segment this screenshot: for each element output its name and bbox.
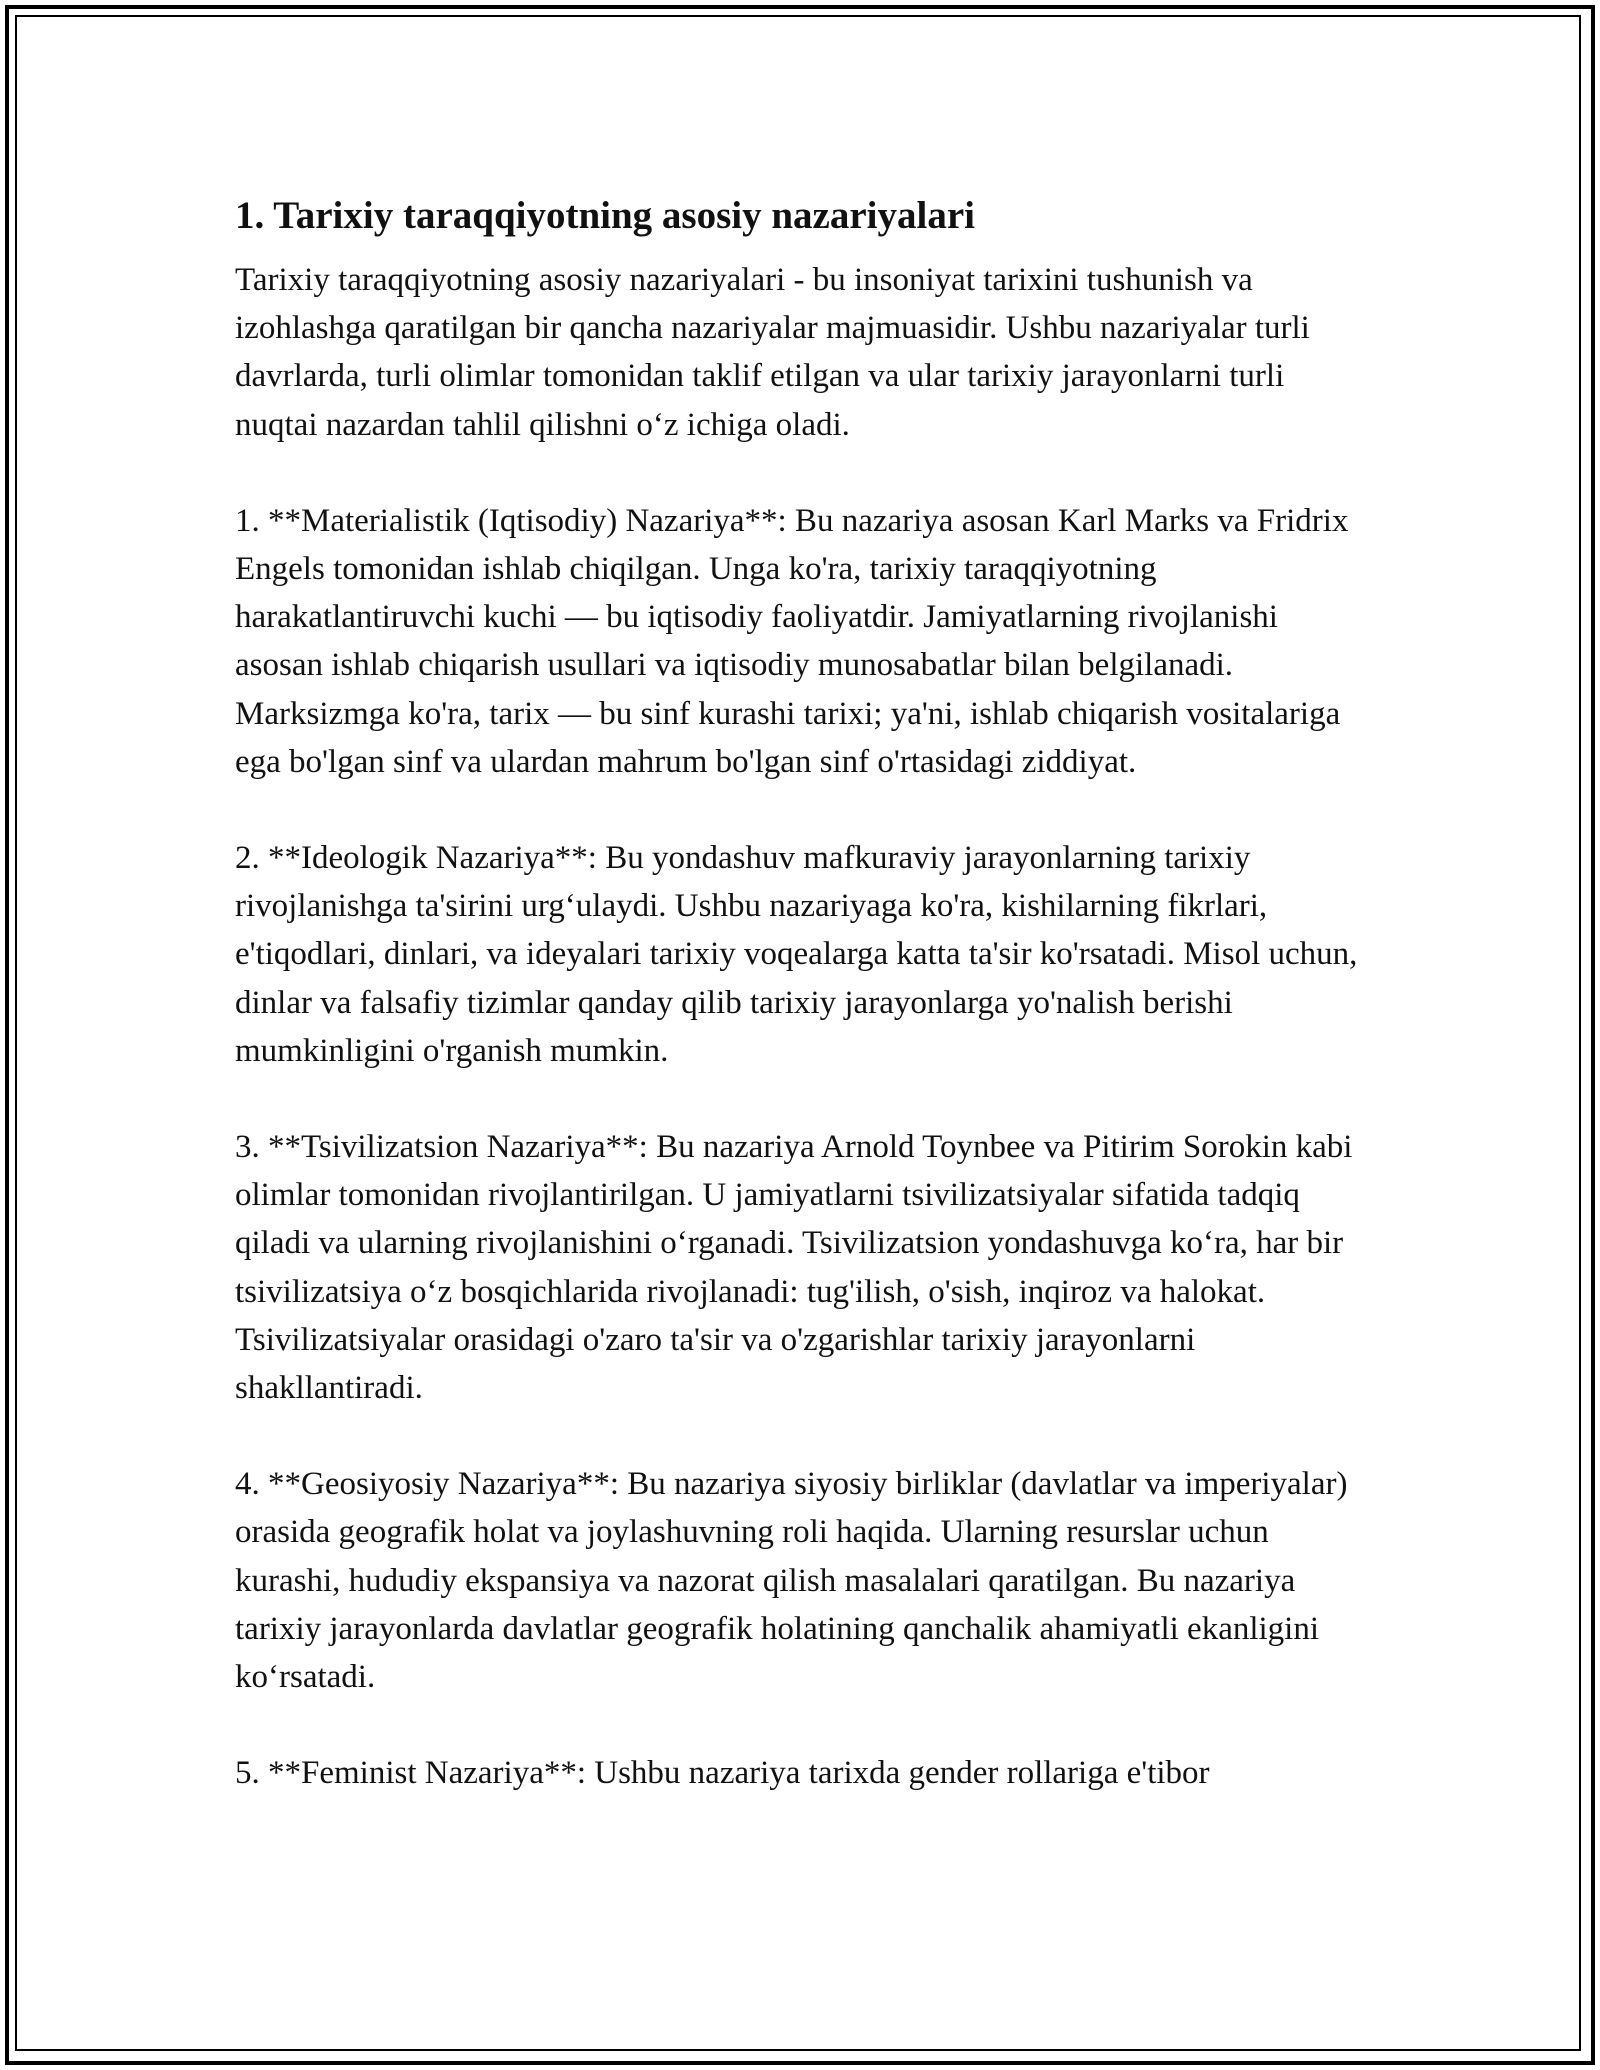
paragraph-civilizational-theory: 3. **Tsivilizatsion Nazariya**: Bu nazariya Arnold Toynbee va Pitirim Sorokin kabi olimlar tomonidan rivojlantirilgan. U jamiyatlarni tsivilizatsiyalar sifatida tadqiq qiladi va ularning rivojlanishini o‘rganadi. Tsivilizatsion yondashuvga ko‘ra, har bir tsivilizatsiya o‘z bosqichlarida rivojlanadi: tug'ilish, o'sish, inqiroz va halokat. Tsivilizatsiyalar orasidagi o'zaro ta'sir va o'zgarishlar tarixiy jarayonlarni shakllantiradi. [235,1129,1353,1407]
paragraph-feminist-theory: 5. **Feminist Nazariya**: Ushbu nazariya tarixda gender rollariga e'tibor [235,1755,1210,1792]
paragraph-geopolitical-theory: 4. **Geosiyosiy Nazariya**: Bu nazariya siyosiy birliklar (davlatlar va imperiyalar) orasida geografik holat va joylashuvning roli haqida. Ularning resurslar uchun kurashi, hududiy ekspansiya va nazorat qilish masalalari qaratilgan. Bu nazariya tarixiy jarayonlarda davlatlar geografik holatining qanchalik ahamiyatli ekanligini ko‘rsatadi. [235,1466,1348,1696]
paragraph-materialistic-theory: 1. **Materialistik (Iqtisodiy) Nazariya**: Bu nazariya asosan Karl Marks va Fridrix Engels tomonidan ishlab chiqilgan. Unga ko'ra, tarixiy taraqqiyotning harakatlantiruvchi kuchi — bu iqtisodiy faoliyatdir. Jamiyatlarning rivojlanishi asosan ishlab chiqarish usullari va iqtisodiy munosabatlar bilan belgilanadi. Marksizmga ko'ra, tarix — bu sinf kurashi tarixi; ya'ni, ishlab chiqarish vositalariga ega bo'lgan sinf va ulardan mahrum bo'lgan sinf o'rtasidagi ziddiyat. [235,502,1349,780]
document-title: 1. Tarixiy taraqqiyotning asosiy nazariyalari [235,194,975,237]
intro-paragraph: Tarixiy taraqqiyotning asosiy nazariyalari - bu insoniyat tarixini tushunish va izohlashga qaratilgan bir qancha nazariyalar majmuasidir. Ushbu nazariyalar turli davrlarda, turli olimlar tomonidan taklif etilgan va ular tarixiy jarayonlarni turli nuqtai nazardan tahlil qilishni o‘z ichiga oladi. [235,262,1310,443]
document-body [235,186,1365,1845]
paragraph-ideological-theory: 2. **Ideologik Nazariya**: Bu yondashuv mafkuraviy jarayonlarning tarixiy rivojlanishga ta'sirini urg‘ulaydi. Ushbu nazariyaga ko'ra, kishilarning fikrlari, e'tiqodlari, dinlari, va ideyalari tarixiy voqealarga katta ta'sir ko'rsatadi. Misol uchun, dinlar va falsafiy tizimlar qanday qilib tarixiy jarayonlarga yo'nalish berishi mumkinligini o'rganish mumkin. [235,840,1358,1069]
